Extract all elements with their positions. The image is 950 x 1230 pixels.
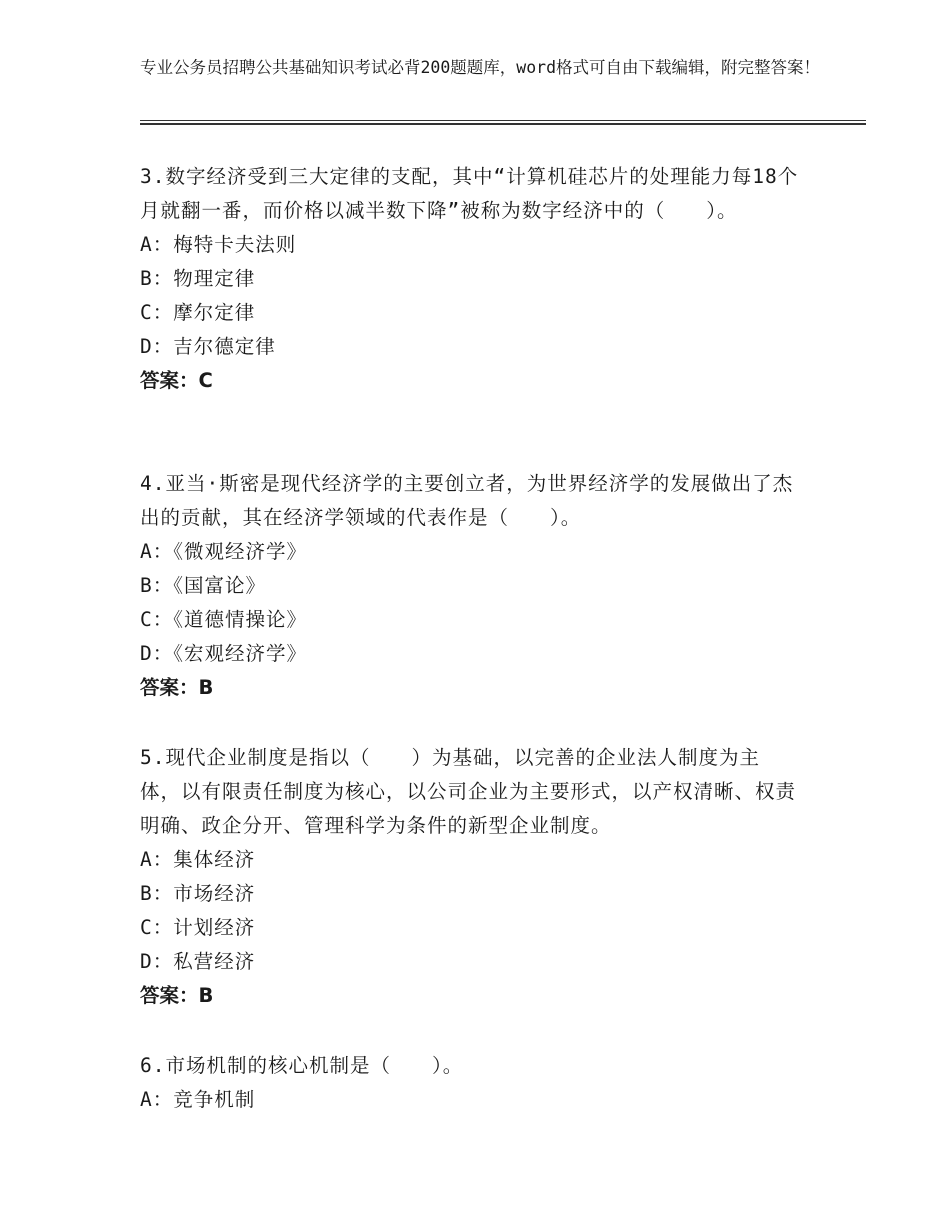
option-a: A：集体经济 (140, 848, 256, 871)
option-c: C：计划经济 (140, 916, 256, 939)
option-b: B：市场经济 (140, 882, 256, 905)
question-4 (140, 467, 800, 705)
question-6 (140, 1049, 800, 1117)
question-text: 4.亚当·斯密是现代经济学的主要创立者，为世界经济学的发展做出了杰出的贡献，其在经济学领域的代表作是（ ）。 (140, 472, 794, 529)
answer: 答案：B (140, 984, 214, 1007)
option-c: C：摩尔定律 (140, 301, 256, 324)
page-header: 专业公务员招聘公共基础知识考试必背200题题库，word格式可自由下载编辑，附完整答案！ (140, 58, 821, 77)
question-5 (140, 741, 800, 1013)
question-text: 3.数字经济受到三大定律的支配，其中“计算机硅芯片的处理能力每18个月就翻一番，而价格以减半数下降”被称为数字经济中的（ ）。 (140, 165, 799, 222)
header-divider (140, 120, 866, 125)
option-d: D：吉尔德定律 (140, 335, 276, 358)
option-a: A：竞争机制 (140, 1088, 256, 1111)
option-c: C：《道德情操论》 (140, 608, 307, 631)
answer: 答案：B (140, 676, 214, 699)
question-text: 6.市场机制的核心机制是（ ）。 (140, 1054, 464, 1077)
answer: 答案：C (140, 369, 213, 392)
question-3 (140, 160, 800, 398)
option-a: A：《微观经济学》 (140, 540, 307, 563)
option-d: D：《宏观经济学》 (140, 642, 307, 665)
question-text: 5.现代企业制度是指以（ ）为基础，以完善的企业法人制度为主体，以有限责任制度为核心，以公司企业为主要形式，以产权清晰、权责明确、政企分开、管理科学为条件的新型企业制度。 (140, 746, 797, 837)
option-b: B：《国富论》 (140, 574, 266, 597)
option-b: B：物理定律 (140, 267, 256, 290)
option-a: A：梅特卡夫法则 (140, 233, 297, 256)
option-d: D：私营经济 (140, 950, 256, 973)
